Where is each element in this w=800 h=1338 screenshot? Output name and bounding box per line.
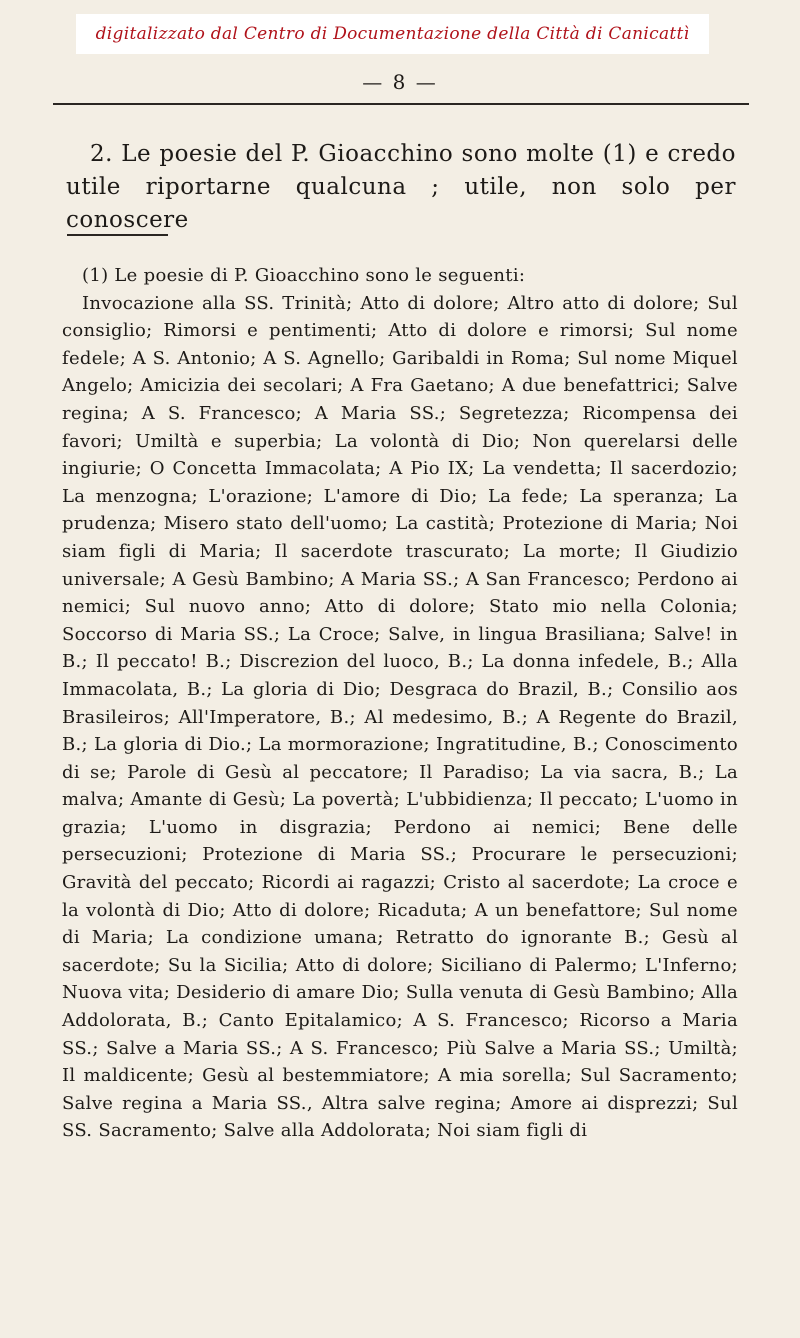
digitization-watermark: digitalizzato dal Centro di Documentazione della Città di Canicattì (76, 14, 709, 54)
footnote (62, 262, 738, 1145)
footnote-poem-list: Invocazione alla SS. Trinità; Atto di dolore; Altro atto di dolore; Sul consiglio; Rimorsi e pentimenti; Atto di dolore e rimorsi; Sul nome fedele; A S. Antonio; A S. Agnello; Garibaldi in Roma; Sul nome Miquel Angelo; Amicizia dei secolari; A Fra Gaetano; A due benefattrici; Salve regina; A S. Francesco; A Maria SS.; Segretezza; Ricompensa dei favori; Umiltà e superbia; La volontà di Dio; Non querelarsi delle ingiurie; O Concetta Immacolata; A Pio IX; La vendetta; Il sacerdozio; La menzogna; L'orazione; L'amore di Dio; La fede; La speranza; La prudenza; Misero stato dell'uomo; La castità; Protezione di Maria; Noi siam figli di Maria; Il sacerdote trascurato; La morte; Il Giudizio universale; A Gesù Bambino; A Maria SS.; A San Francesco; Perdono ai nemici; Sul nuovo anno; Atto di dolore; Stato mio nella Colonia; Soccorso di Maria SS.; La Croce; Salve, in lingua Brasiliana; Salve! in B.; Il peccato! B.; Discrezion del luoco, B.; La donna infedele, B.; Alla Immacolata, B.; La gloria di Dio; Desgraca do Brazil, B.; Consilio aos Brasileiros; All'Imperatore, B.; Al medesimo, B.; A Regente do Brazil, B.; La gloria di Dio.; La mormorazione; Ingratitudine, B.; Conoscimento di se; Parole di Gesù al peccatore; Il Paradiso; La via sacra, B.; La malva; Amante di Gesù; La povertà; L'ubbidienza; Il peccato; L'uomo in grazia; L'uomo in disgrazia; Perdono ai nemici; Bene delle persecuzioni; Protezione di Maria SS.; Procurare le persecuzioni; Gravità del peccato; Ricordi ai ragazzi; Cristo al sacerdote; La croce e la volontà di Dio; Atto di dolore; Ricaduta; A un benefattore; Sul nome di Maria; La condizione umana; Retratto do ignorante B.; Gesù al sacerdote; Su la Sicilia; Atto di dolore; Siciliano di Palermo; L'Inferno; Nuova vita; Desiderio di amare Dio; Sulla venuta di Gesù Bambino; Alla Addolorata, B.; Canto Epitalamico; A S. Francesco; Ricorso a Maria SS.; Salve a Maria SS.; A S. Francesco; Più Salve a Maria SS.; Umiltà; Il maldicente; Gesù al bestemmiatore; A mia sorella; Sul Sacramento; Salve regina a Maria SS., Altra salve regina; Amore ai disprezzi; Sul SS. Sacramento; Salve alla Addolorata; Noi siam figli di (62, 292, 738, 1142)
footnote-separator (67, 234, 168, 236)
page-number: — 8 — (362, 70, 438, 94)
header-rule (53, 103, 749, 105)
body-paragraph: 2. Le poesie del P. Gioacchino sono molte (1) e credo utile riportarne qualcuna ; utile, non solo per conoscere (66, 141, 736, 233)
footnote-heading: (1) Le poesie di P. Gioacchino sono le seguenti: (82, 265, 526, 286)
